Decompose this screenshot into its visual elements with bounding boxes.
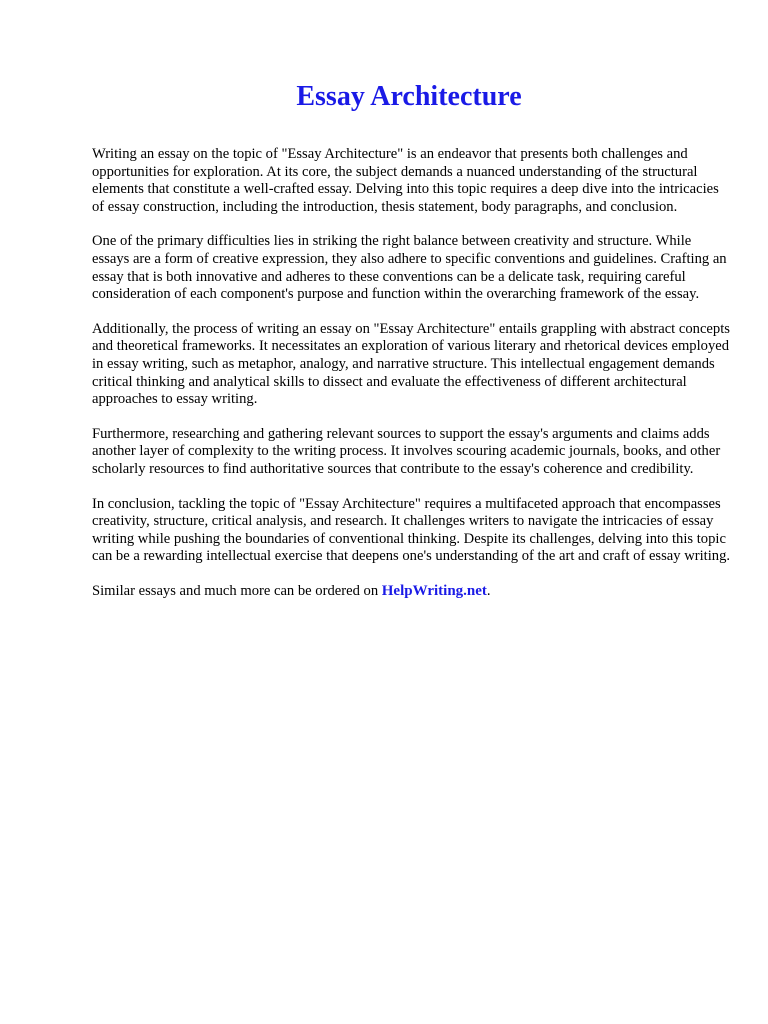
paragraph-1: Writing an essay on the topic of "Essay Architecture" is an endeavor that presents both challenges and opportunities for exploration. At its core, the subject demands a nuanced understanding of the structural elements that constitute a well-crafted essay. Delving into this topic requires a deep dive into the intricacies of essay construction, including the introduction, thesis statement, body paragraphs, and conclusion. xyxy=(92,146,719,215)
footer-prefix: Similar essays and much more can be ordered on xyxy=(92,582,382,599)
footer-line xyxy=(92,583,732,601)
paragraph-4: Furthermore, researching and gathering relevant sources to support the essay's arguments and claims adds another layer of complexity to the writing process. It involves scouring academic journals, books, and other scholarly resources to find authoritative sources that contribute to the essay's coherence and credibility. xyxy=(92,425,721,477)
helpwriting-link[interactable]: HelpWriting.net xyxy=(381,582,487,599)
page-title: Essay Architecture xyxy=(296,81,522,112)
paragraph-3: Additionally, the process of writing an essay on "Essay Architecture" entails grappling with abstract concepts and theoretical frameworks. It necessitates an exploration of various literary and rhetorical devices employed in essay writing, such as metaphor, analogy, and narrative structure. This intellectual engagement demands critical thinking and analytical skills to dissect and evaluate the effectiveness of different architectural approaches to essay writing. xyxy=(92,320,730,408)
paragraph-5: In conclusion, tackling the topic of "Essay Architecture" requires a multifaceted approach that encompasses creativity, structure, critical analysis, and research. It challenges writers to navigate the intricacies of essay writing while pushing the boundaries of conventional thinking. Despite its challenges, delving into this topic can be a rewarding intellectual exercise that deepens one's understanding of the art and craft of essay writing. xyxy=(92,495,731,565)
footer-suffix: . xyxy=(486,582,491,599)
paragraph-2: One of the primary difficulties lies in striking the right balance between creativity and structure. While essays are a form of creative expression, they also adhere to specific conventions and guidelines. Crafting an essay that is both innovative and adheres to these conventions can be a delicate task, requiring careful consideration of each component's purpose and function within the overarching framework of the essay. xyxy=(92,233,727,303)
essay-body xyxy=(92,146,732,617)
